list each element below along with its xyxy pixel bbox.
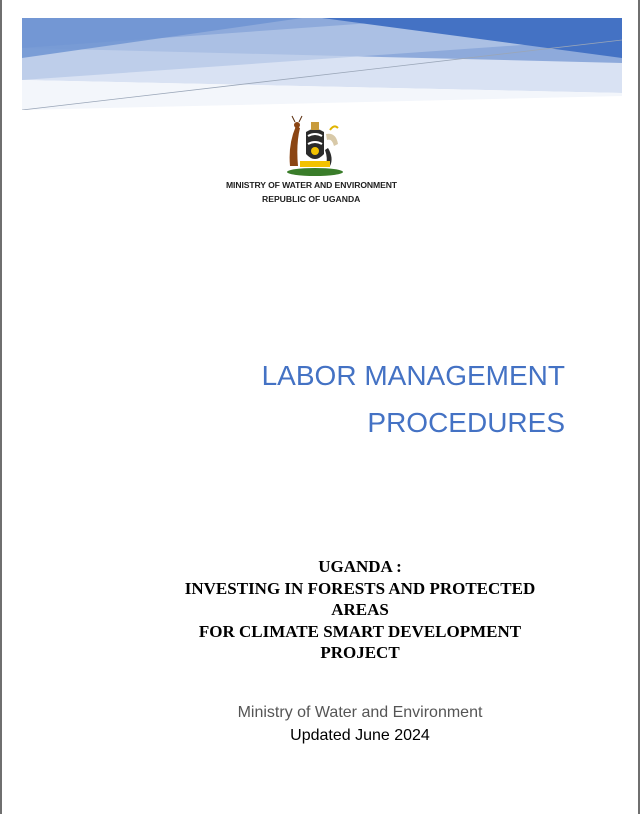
project-line-1: UGANDA :: [318, 557, 402, 576]
ministry-header-text: MINISTRY OF WATER AND ENVIRONMENT: [226, 180, 397, 190]
footer-ministry-text: Ministry of Water and Environment: [237, 704, 483, 721]
title-line-1: LABOR MANAGEMENT: [261, 360, 565, 391]
project-line-5: PROJECT: [320, 643, 400, 662]
uganda-coat-of-arms-icon: [280, 114, 350, 178]
project-line-2: INVESTING IN FORESTS AND PROTECTED: [184, 578, 536, 598]
document-title: [262, 352, 565, 446]
project-line-4: FOR CLIMATE SMART DEVELOPMENT: [198, 621, 522, 641]
header-decorative-band: [22, 18, 622, 110]
project-name-block: [140, 556, 580, 664]
project-line-3: AREAS: [331, 600, 389, 619]
republic-header-text: REPUBLIC OF UGANDA: [262, 194, 361, 204]
title-line-2: PROCEDURES: [367, 407, 565, 438]
page-left-border: [0, 0, 2, 814]
footer-updated-date: Updated June 2024: [290, 727, 430, 744]
